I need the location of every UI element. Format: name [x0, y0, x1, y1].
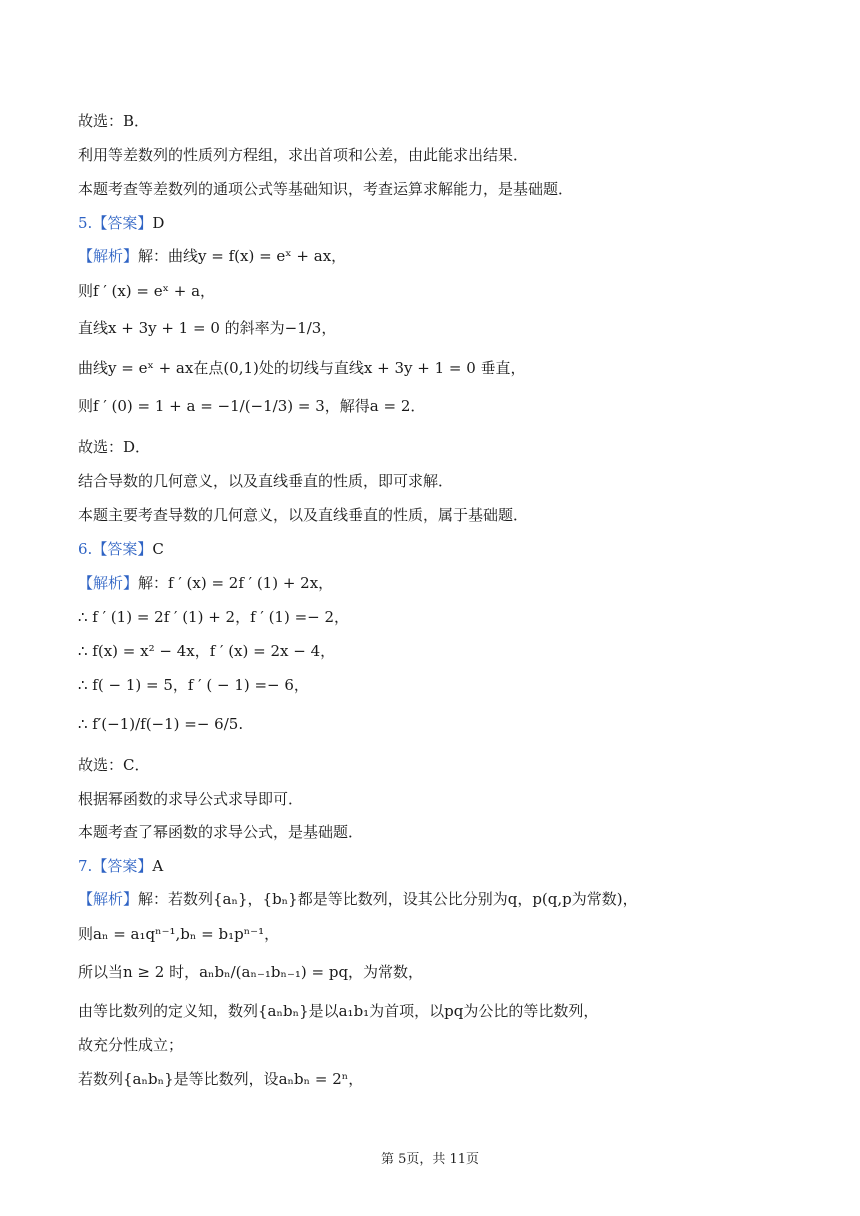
text-line: 则aₙ = a₁qⁿ⁻¹,bₙ = b₁pⁿ⁻¹，	[78, 925, 280, 943]
text-line: ∴ f ′ (1) = 2f ′ (1) + 2，f ′ (1) =− 2，	[78, 608, 350, 626]
analysis-tag: 【解析】	[78, 890, 139, 908]
answer-tag: 【答案】	[92, 857, 153, 875]
text-line: 所以当n ≥ 2 时，aₙbₙ/(aₙ₋₁bₙ₋₁) = pq，为常数，	[78, 963, 424, 981]
answer-value: A	[152, 857, 164, 875]
answer-tag: 【答案】	[92, 214, 153, 232]
analysis-tag: 【解析】	[78, 247, 139, 265]
question-number: 7.	[78, 857, 93, 875]
analysis-text: 解：曲线y = f(x) = eˣ + ax，	[138, 247, 347, 265]
text-line: 结合导数的几何意义，以及直线垂直的性质，即可求解．	[78, 472, 454, 490]
answer-value: D	[152, 214, 165, 232]
analysis-text: 解：若数列{aₙ}，{bₙ}都是等比数列，设其公比分别为q，p(q,p为常数)，	[138, 890, 638, 908]
text-line: 本题主要考查导数的几何意义，以及直线垂直的性质，属于基础题．	[78, 506, 529, 524]
answer-line-5	[78, 213, 164, 233]
text-line: 故选：B．	[78, 112, 150, 130]
answer-tag: 【答案】	[92, 540, 153, 558]
analysis-line	[78, 889, 638, 909]
text-line: 则f ′ (0) = 1 + a = −1/(−1/3) = 3，解得a = 2．	[78, 397, 426, 415]
text-line: 本题考查了幂函数的求导公式，是基础题．	[78, 823, 364, 841]
text-line: 故选：D．	[78, 438, 151, 456]
answer-line-7	[78, 856, 163, 876]
analysis-line	[78, 246, 346, 266]
text-line: 曲线y = eˣ + ax在点(0,1)处的切线与直线x + 3y + 1 = 0 垂直，	[78, 359, 526, 377]
text-line: 直线x + 3y + 1 = 0 的斜率为−1/3，	[78, 319, 337, 337]
analysis-text: 解：f ′ (x) = 2f ′ (1) + 2x，	[138, 574, 334, 592]
text-line: 本题考查等差数列的通项公式等基础知识，考查运算求解能力，是基础题．	[78, 180, 574, 198]
analysis-line	[78, 573, 333, 593]
page-footer: 第 5页，共 11页	[380, 1152, 480, 1167]
question-number: 6.	[78, 540, 93, 558]
text-line: ∴ f′(−1)/f(−1) =− 6/5.	[78, 715, 244, 733]
text-line: ∴ f( − 1) = 5，f ′ ( − 1) =− 6，	[78, 676, 309, 694]
text-line: 故充分性成立；	[78, 1036, 184, 1054]
text-line: 故选：C．	[78, 756, 150, 774]
answer-value: C	[152, 540, 164, 558]
text-line: 若数列{aₙbₙ}是等比数列，设aₙbₙ = 2ⁿ，	[78, 1070, 364, 1088]
text-line: ∴ f(x) = x² − 4x，f ′ (x) = 2x − 4，	[78, 642, 336, 660]
text-line: 利用等差数列的性质列方程组，求出首项和公差，由此能求出结果．	[78, 146, 529, 164]
question-number: 5.	[78, 214, 93, 232]
text-line: 由等比数列的定义知，数列{aₙbₙ}是以a₁b₁为首项，以pq为公比的等比数列，	[78, 1002, 599, 1020]
text-line: 则f ′ (x) = eˣ + a，	[78, 282, 216, 300]
text-line: 根据幂函数的求导公式求导即可．	[78, 790, 304, 808]
answer-line-6	[78, 539, 164, 559]
analysis-tag: 【解析】	[78, 574, 139, 592]
